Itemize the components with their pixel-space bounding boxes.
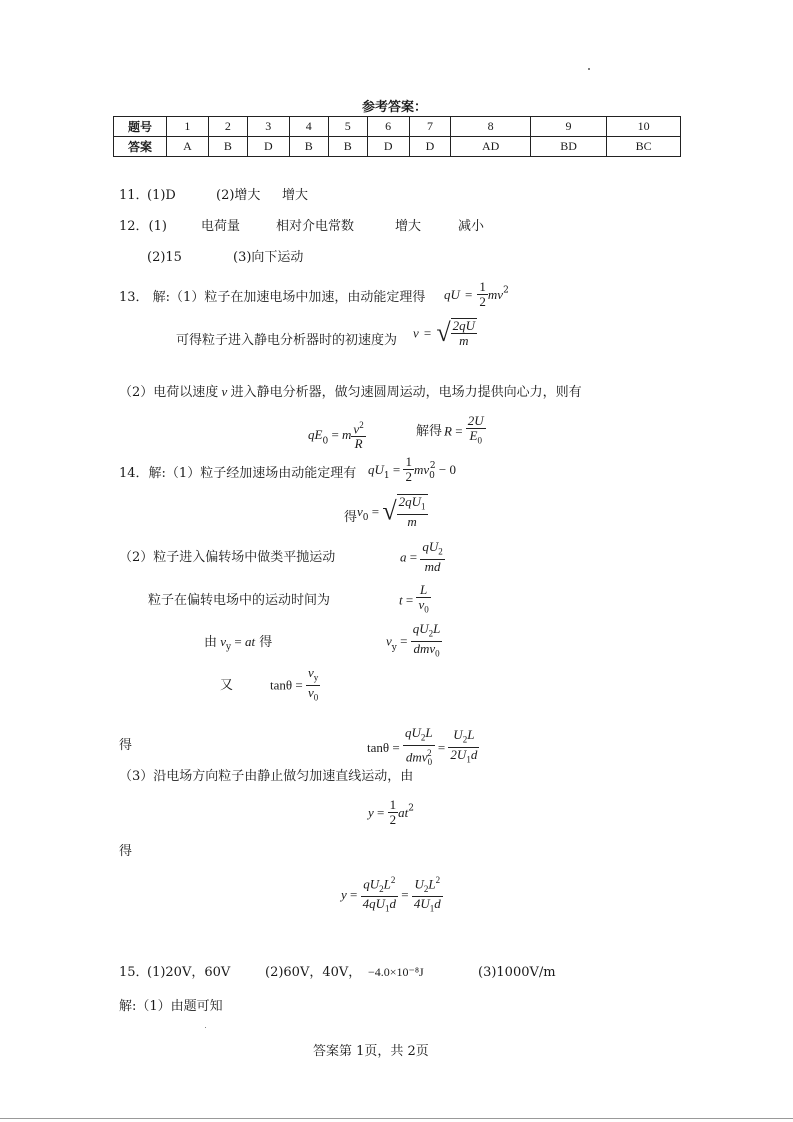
q15-part2-energy: −4.0×10⁻⁸J xyxy=(368,965,424,979)
q13-line1: 13． 解:（1）粒子在加速电场中加速，由动能定理得 xyxy=(119,290,426,305)
q14-line4: （3）沿电场方向粒子由静止做匀加速直线运动，由 xyxy=(119,769,414,784)
table-cell: 9 xyxy=(530,117,606,137)
table-cell: A xyxy=(167,137,209,157)
table-cell: 7 xyxy=(409,117,451,137)
table-cell: 6 xyxy=(367,117,409,137)
velocity-symbol: v xyxy=(218,384,231,399)
scan-speck xyxy=(205,1027,206,1028)
table-row-numbers xyxy=(114,117,681,137)
table-cell: D xyxy=(247,137,289,157)
q14-formula-accel: a = $\frac{qU_2}{md}$ xyxy=(400,539,443,574)
q11-part3: 增大 xyxy=(282,188,309,203)
table-answer-label: 答案 xyxy=(114,137,167,157)
q14-de-label: 得 xyxy=(344,510,358,525)
q14-formula-displacement: y = $\frac{1}{2}$ $at^2$ xyxy=(368,797,414,827)
q14-formula-vy: $v_y$ = $\frac{qU_2L}{dmv_0}$ xyxy=(386,621,441,659)
q12-number: 12．(1) xyxy=(119,219,167,234)
q14-line3: 粒子在偏转电场中的运动时间为 xyxy=(148,593,331,608)
q14-you: 由 xyxy=(204,635,218,650)
q12-part2: (2)15 xyxy=(147,250,182,265)
q11-part2: (2)增大 xyxy=(216,188,261,203)
q14-formula-y-result: y = $\frac{qU_2L^2}{4qU_1d}$ = $\frac{U_2L^2}{4U_1d}$ xyxy=(341,875,441,914)
q11-number: 11． xyxy=(119,188,149,203)
q12-answer3: 增大 xyxy=(395,219,422,234)
table-cell: B xyxy=(208,137,247,157)
q14-you-label: 由 $v_y$ = at 得 xyxy=(204,634,273,653)
table-row-answers xyxy=(114,137,681,157)
answer-title: 参考答案： xyxy=(362,100,428,115)
q15-part3: (3)1000V/m xyxy=(478,965,556,980)
q13-line2: 可得粒子进入静电分析器时的初速度为 xyxy=(176,333,398,348)
page-footer: 答案第 1页，共 2页 xyxy=(313,1044,429,1059)
q14-de3-label: 得 xyxy=(119,738,133,753)
q11-part1: (1)D xyxy=(147,188,176,203)
table-cell: 10 xyxy=(607,117,681,137)
q12-answer1: 电荷量 xyxy=(201,219,241,234)
q14-formula-v0: $v_0$ = √ $\frac{2qU_1}{m}$ xyxy=(357,494,426,529)
table-cell: B xyxy=(289,137,328,157)
q14-again-label: 又 xyxy=(220,678,234,693)
table-cell: D xyxy=(367,137,409,157)
q13-formula-velocity: v = √ $\frac{2qU}{m}$ xyxy=(413,318,475,348)
table-cell: 5 xyxy=(328,117,367,137)
scan-speck xyxy=(588,68,590,70)
q14-formula-energy: $qU_1$ = $\frac{1}{2}$ $mv_0^2 - 0$ xyxy=(368,454,456,484)
table-cell: BC xyxy=(607,137,681,157)
table-cell: 1 xyxy=(167,117,209,137)
answer-table xyxy=(113,116,681,157)
table-cell: 8 xyxy=(451,117,530,137)
table-header-label: 题号 xyxy=(114,117,167,137)
q14-de2: 得 xyxy=(259,635,273,650)
q13-formula-centripetal: $qE_0 = m$ $\frac{v^2}{R}$ xyxy=(308,420,364,452)
table-cell: 2 xyxy=(208,117,247,137)
q12-answer4: 减小 xyxy=(458,219,485,234)
q15-solution: 解:（1）由题可知 xyxy=(119,999,223,1014)
q14-line1: 14．解:（1）粒子经加速场由动能定理有 xyxy=(119,466,357,481)
q13-formula-radius: R = $\frac{2U}{E_0}$ xyxy=(444,413,484,446)
q14-line2: （2）粒子进入偏转场中做类平抛运动 xyxy=(119,550,336,565)
q15-part2: (2)60V，40V， xyxy=(265,965,362,980)
q14-formula-tan: tanθ = $\frac{v_y}{v_0}$ xyxy=(270,665,319,703)
table-cell: B xyxy=(328,137,367,157)
q14-formula-tan-result: tanθ = $\frac{qU_2L}{dmv_0^2}$ = $\frac{U_2L}{2U_1d}$ xyxy=(367,725,478,767)
q15-part1: (1)20V，60V xyxy=(147,965,231,980)
q14-de4-label: 得 xyxy=(119,844,133,859)
q13-line3 xyxy=(119,384,582,401)
table-cell: 4 xyxy=(289,117,328,137)
page-bottom-rule xyxy=(0,1118,793,1119)
q15-number: 15． xyxy=(119,965,149,980)
q12-answer2: 相对介电常数 xyxy=(276,219,355,234)
table-cell: BD xyxy=(530,137,606,157)
q13-solve-label: 解得 xyxy=(416,424,443,439)
q13-line3b: 进入静电分析器，做匀速圆周运动，电场力提供向心力，则有 xyxy=(230,385,582,400)
q12-part3: (3)向下运动 xyxy=(233,250,304,265)
table-cell: AD xyxy=(451,137,530,157)
q13-formula-energy: qU = $\frac{1}{2}$ $mv^2$ xyxy=(444,279,509,309)
q14-formula-time: t = $\frac{L}{v_0}$ xyxy=(399,582,429,615)
q13-line3a: （2）电荷以速度 xyxy=(119,385,219,400)
table-cell: D xyxy=(409,137,451,157)
table-cell: 3 xyxy=(247,117,289,137)
